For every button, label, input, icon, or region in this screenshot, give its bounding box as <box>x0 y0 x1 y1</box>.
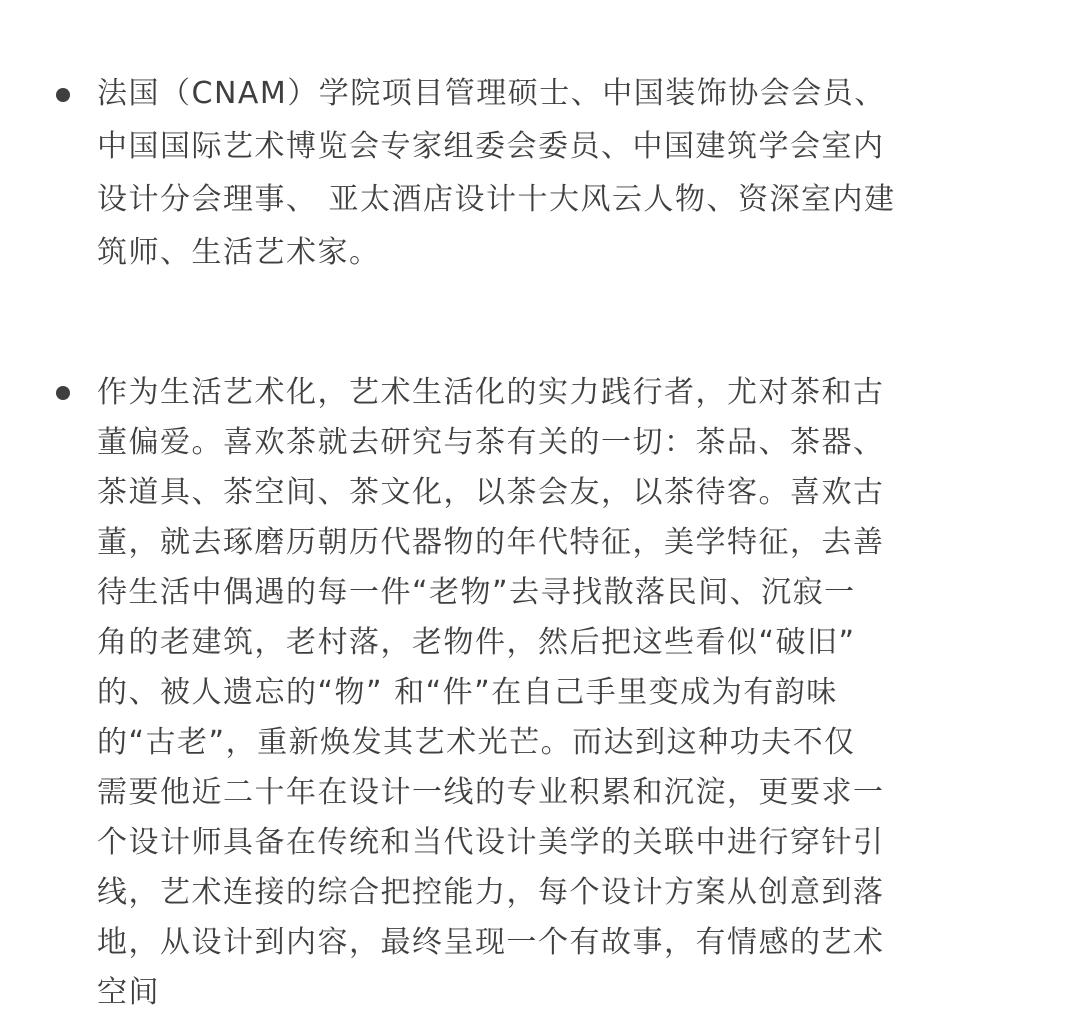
paragraph-line: 设计分会理事、 亚太酒店设计十大风云人物、资深室内建 <box>97 182 896 217</box>
paragraph-line: 茶道具、茶空间、茶文化，以茶会友，以茶待客。喜欢古 <box>97 475 885 510</box>
paragraph-line: 个设计师具备在传统和当代设计美学的关联中进行穿针引 <box>97 825 885 860</box>
bullet-dot <box>56 386 70 400</box>
paragraph-line: 作为生活艺术化，艺术生活化的实力践行者，尤对茶和古 <box>97 375 885 410</box>
paragraph-line: 法国（CNAM）学院项目管理硕士、中国装饰协会会员、 <box>97 76 886 111</box>
bullet-dot <box>56 88 70 102</box>
paragraph-line: 线，艺术连接的综合把控能力，每个设计方案从创意到落 <box>97 875 885 910</box>
paragraph-line: 待生活中偶遇的每一件“老物”去寻找散落民间、沉寂一 <box>97 575 856 610</box>
paragraph-line: 中国国际艺术博览会专家组委会委员、中国建筑学会室内 <box>97 129 885 164</box>
paragraph-line: 角的老建筑，老村落，老物件，然后把这些看似“破旧” <box>97 625 856 660</box>
paragraph-line: 的“古老”，重新焕发其艺术光芒。而达到这种功夫不仅 <box>97 725 856 760</box>
paragraph-line: 地，从设计到内容，最终呈现一个有故事，有情感的艺术 <box>97 925 885 960</box>
paragraph-line: 的、被人遗忘的“物” 和“件”在自己手里变成为有韵味 <box>97 675 838 710</box>
paragraph-line: 需要他近二十年在设计一线的专业积累和沉淀，更要求一 <box>97 775 885 810</box>
paragraph-line: 董，就去琢磨历朝历代器物的年代特征，美学特征，去善 <box>97 525 885 560</box>
paragraph-line: 空间 <box>97 975 160 1010</box>
paragraph-line: 董偏爱。喜欢茶就去研究与茶有关的一切：茶品、茶器、 <box>97 425 885 460</box>
paragraph-line: 筑师、生活艺术家。 <box>97 235 381 270</box>
